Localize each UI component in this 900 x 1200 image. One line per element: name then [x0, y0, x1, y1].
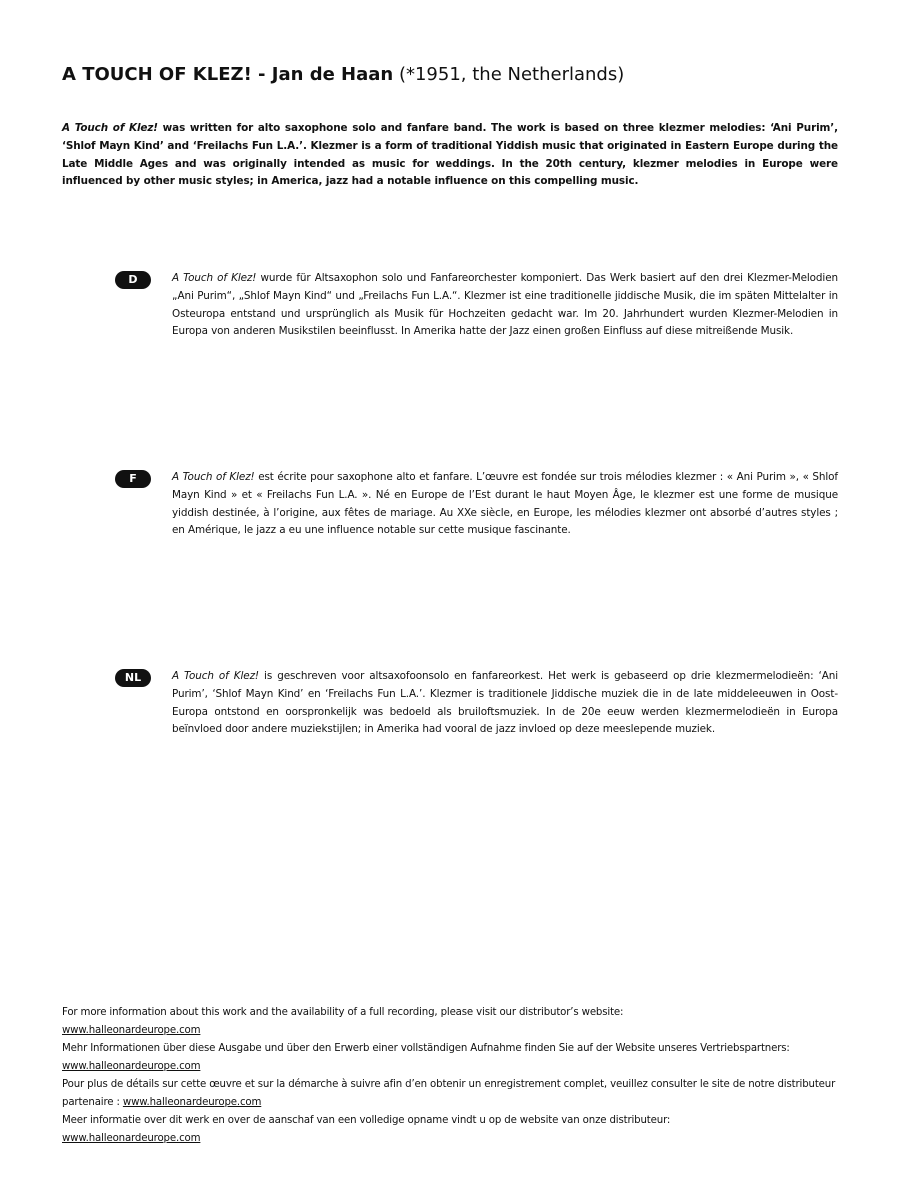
intro-paragraph — [62, 120, 838, 191]
distributor-link-german[interactable]: www.halleonardeurope.com — [62, 1061, 201, 1072]
footer-dutch — [62, 1112, 838, 1148]
footer-german-text: Mehr Informationen über diese Ausgabe und über den Erwerb einer vollständigen Aufnahme finden Sie auf der Website unseres Vertriebspartners: — [62, 1043, 790, 1054]
dutch-work-title: A Touch of Klez! — [172, 670, 259, 682]
title-composer: A TOUCH OF KLEZ! - Jan de Haan — [62, 64, 394, 85]
footer-info — [62, 1004, 838, 1148]
language-badge-nl: NL — [115, 669, 151, 687]
distributor-link-dutch[interactable]: www.halleonardeurope.com — [62, 1133, 201, 1144]
french-text: est écrite pour saxophone alto et fanfare. L’œuvre est fondée sur trois mélodies klezmer : « Ani Purim », « Shlof Mayn Kind » et « Freilachs Fun L.A. ». Né en Europe de l’Est durant le haut Moyen Âge, le klezmer est une forme de musique yiddish destinée, à l’origine, aux fêtes de mariage. Au XXe siècle, en Europe, les mélodies klezmer ont absorbé d’autres styles ; en Amérique, le jazz a eu une influence notable sur cette musique fascinante. — [172, 471, 838, 537]
footer-french — [62, 1076, 838, 1112]
french-work-title: A Touch of Klez! — [172, 471, 255, 483]
intro-text: was written for alto saxophone solo and fanfare band. The work is based on three klezmer melodies: ‘Ani Purim’, ‘Shlof Mayn Kind’ and ‘Freilachs Fun L.A.’. Klezmer is a form of traditional Yiddish music that originated in Eastern Europe during the Late Middle Ages and was originally intended as music for weddings. In the 20th century, klezmer melodies in Europe were influenced by other music styles; in America, jazz had a notable influence on this compelling music. — [62, 122, 838, 188]
footer-dutch-text: Meer informatie over dit werk en over de aanschaf van een volledige opname vindt u op de website van onze distributeur: — [62, 1115, 671, 1126]
intro-work-title: A Touch of Klez! — [62, 122, 158, 134]
footer-english-text: For more information about this work and the availability of a full recording, please visit our distributor’s website: — [62, 1007, 624, 1018]
dutch-paragraph — [172, 668, 838, 739]
german-paragraph — [172, 270, 838, 341]
language-badge-f: F — [115, 470, 151, 488]
footer-french-text: Pour plus de détails sur cette œuvre et sur la démarche à suivre afin d’en obtenir un enregistrement complet, veuillez consulter le site de notre distributeur partenaire : — [62, 1079, 836, 1108]
german-work-title: A Touch of Klez! — [172, 272, 257, 284]
title-origin: (*1951, the Netherlands) — [393, 64, 625, 85]
distributor-link-french[interactable]: www.halleonardeurope.com — [122, 1097, 262, 1108]
dutch-text: is geschreven voor altsaxofoonsolo en fanfareorkest. Het werk is gebaseerd op drie klezmermelodieën: ‘Ani Purim’, ‘Shlof Mayn Kind’ en ‘Freilachs Fun L.A.’. Klezmer is traditionele Jiddische muziek die in de late middeleeuwen in Oost-Europa ontstond en oorspronkelijk was bedoeld als bruiloftsmuziek. In de 20e eeuw werden klezmermelodieën in Europa beïnvloed door andere muziekstijlen; in Amerika had vooral de jazz invloed op deze meeslepende muziek. — [172, 670, 839, 736]
footer-german — [62, 1040, 838, 1076]
french-paragraph — [172, 469, 838, 540]
distributor-link-english[interactable]: www.halleonardeurope.com — [62, 1025, 201, 1036]
footer-english — [62, 1004, 838, 1040]
language-badge-d: D — [115, 271, 151, 289]
page-title — [62, 64, 862, 86]
german-text: wurde für Altsaxophon solo und Fanfareorchester komponiert. Das Werk basiert auf den drei Klezmer-Melodien „Ani Purim“, „Shlof Mayn Kind“ und „Freilachs Fun L.A.“. Klezmer ist eine traditionelle jiddische Musik, die im späten Mittelalter in Osteuropa entstand und ursprünglich als Musik für Hochzeiten gedacht war. Im 20. Jahrhundert wurden Klezmer-Melodien in Europa von anderen Musikstilen beeinflusst. In Amerika hatte der Jazz einen großen Einfluss auf diese mitreißende Musik. — [172, 272, 838, 338]
